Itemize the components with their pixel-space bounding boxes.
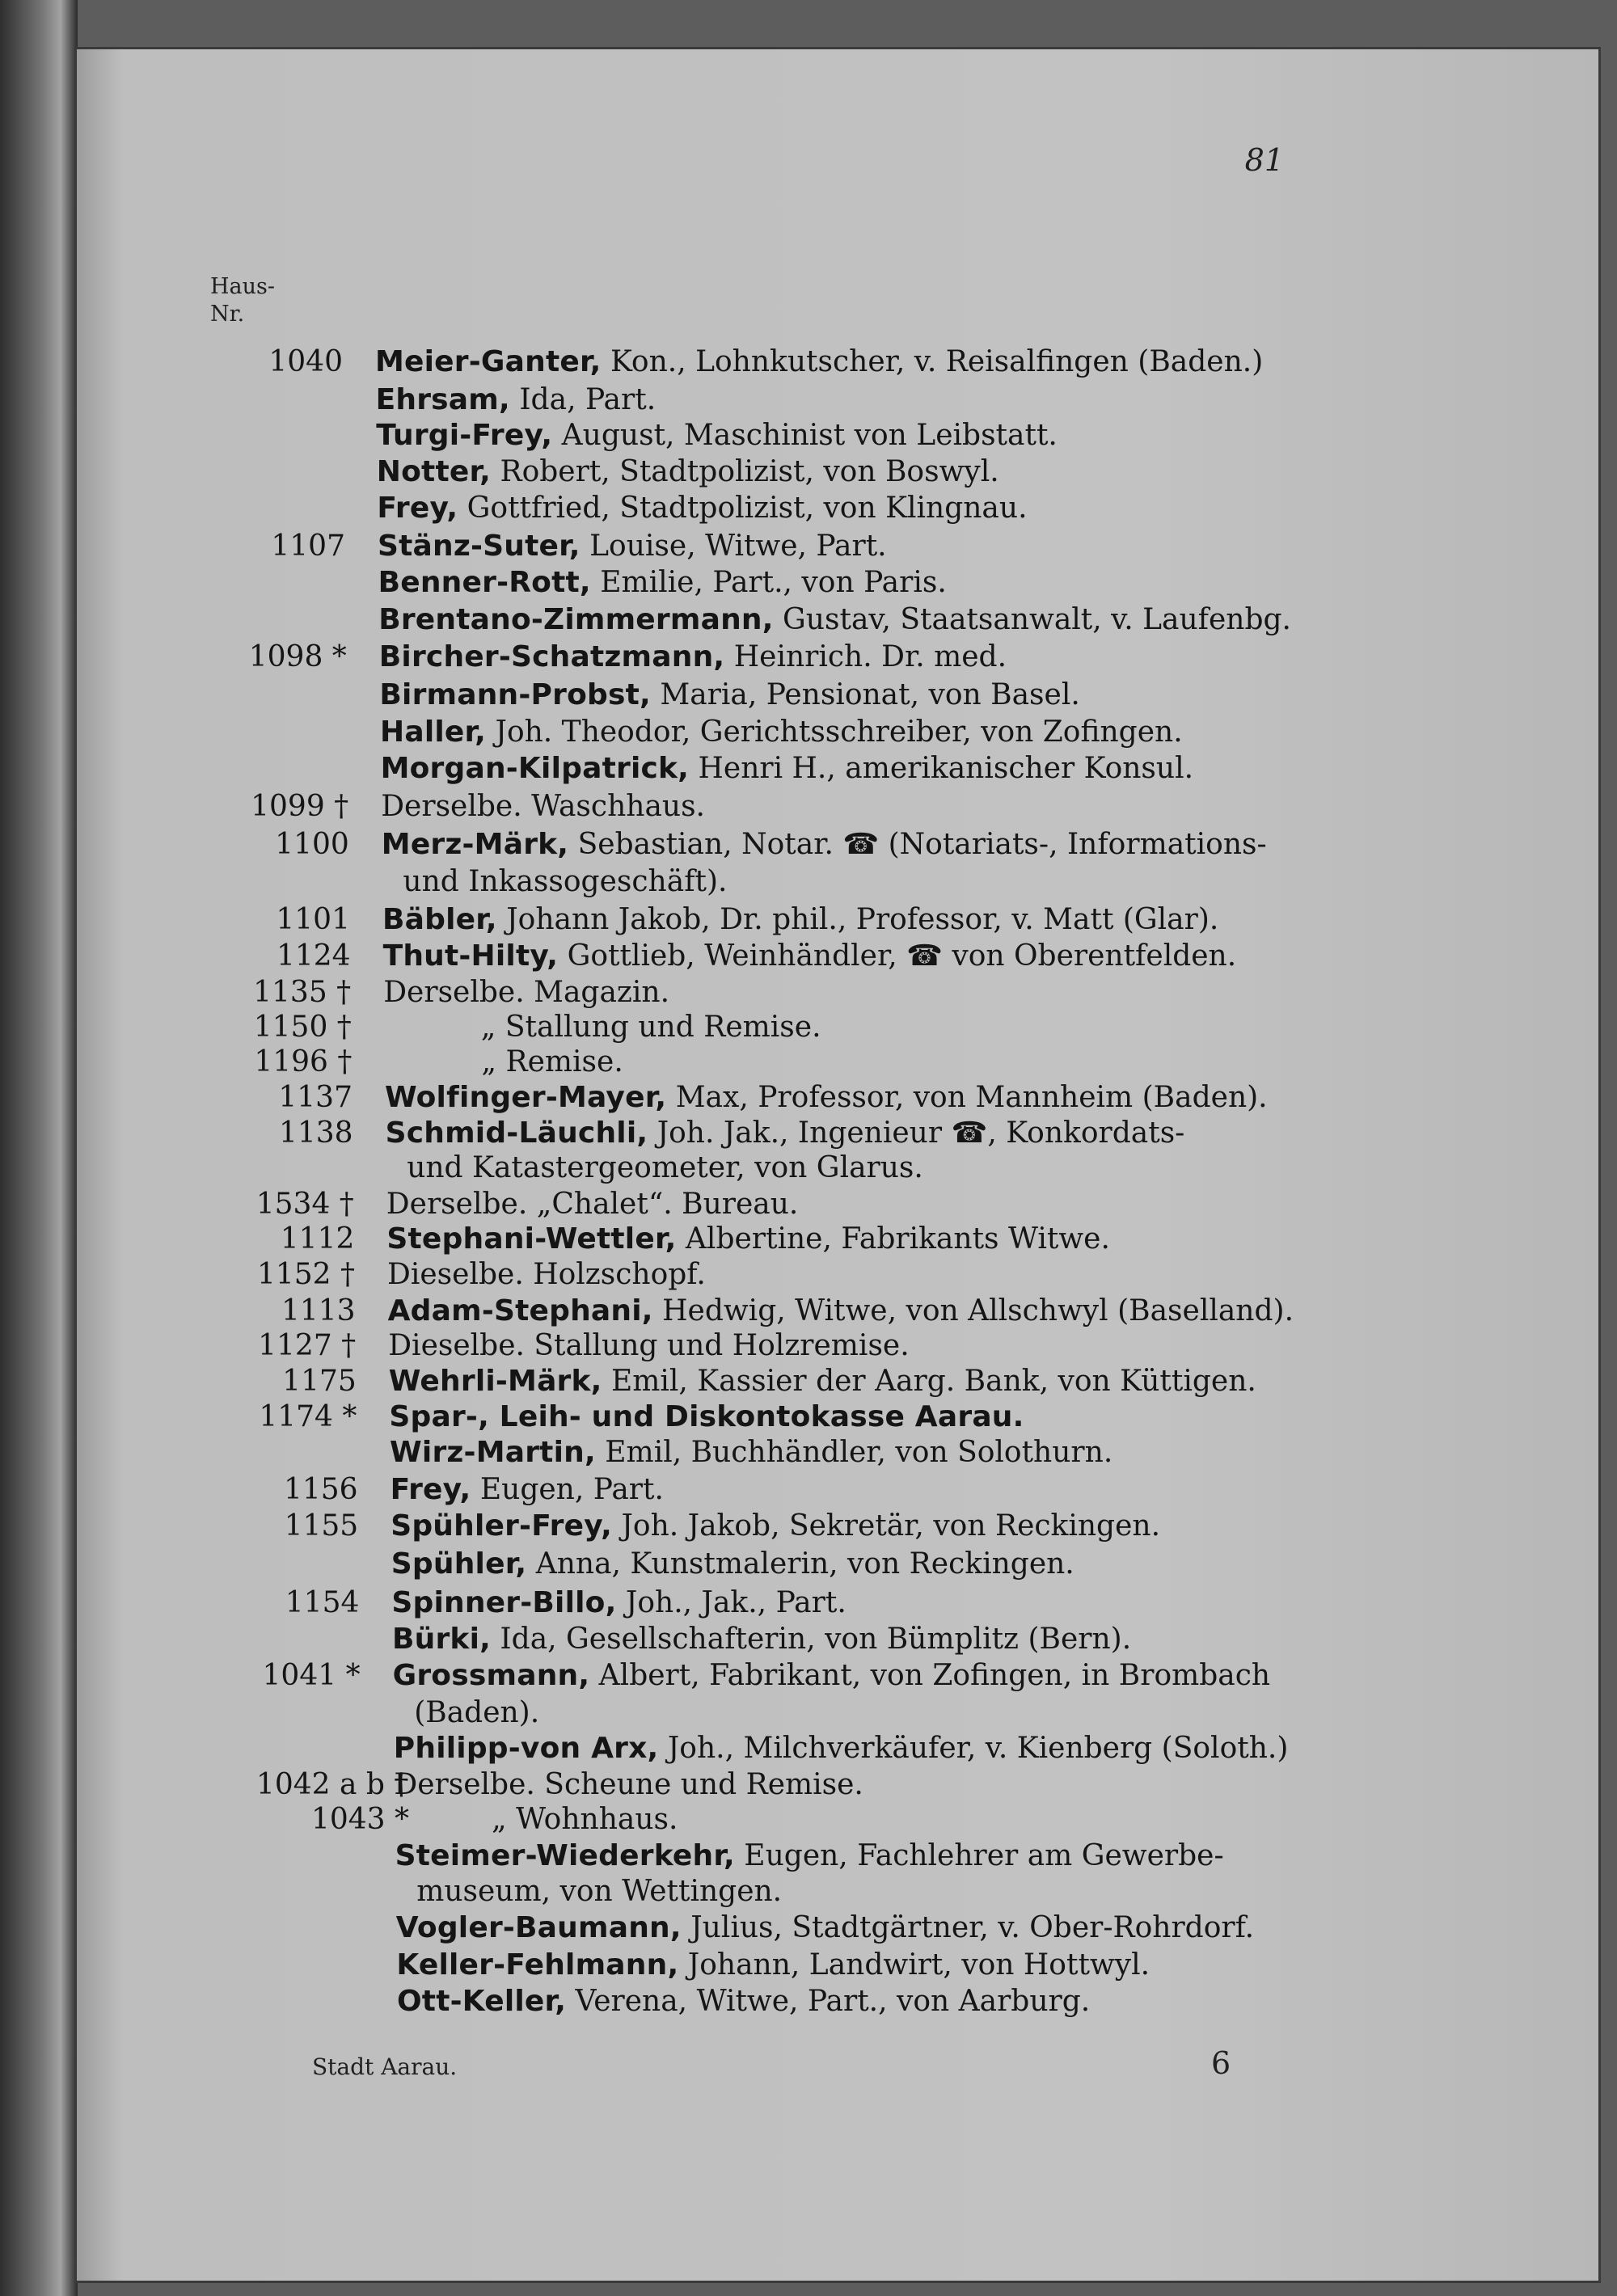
directory-row bbox=[0, 1471, 1617, 1510]
entry-details: Ida, Gesellschafterin, von Bümplitz (Bern). bbox=[490, 1623, 1132, 1656]
entry-text bbox=[378, 601, 1291, 639]
entry-text bbox=[391, 1585, 846, 1622]
directory-row bbox=[0, 788, 1617, 827]
entry-name: Birmann-Probst, bbox=[379, 678, 651, 711]
house-number: 1100 bbox=[275, 828, 349, 861]
entry-text bbox=[391, 1508, 1160, 1545]
directory-row bbox=[0, 901, 1617, 940]
column-label-line1: Haus- bbox=[210, 274, 276, 299]
entry-details: Emilie, Part., von Paris. bbox=[590, 566, 947, 599]
house-number: 1098 * bbox=[248, 640, 347, 673]
house-number: 1127 † bbox=[258, 1329, 357, 1362]
entry-text bbox=[386, 1221, 1110, 1258]
directory-row bbox=[0, 1363, 1617, 1402]
house-number: 1041 * bbox=[262, 1659, 361, 1692]
entry-name: Philipp-von Arx, bbox=[393, 1732, 659, 1765]
entry-details: Dieselbe. Stallung und Holzremise. bbox=[388, 1329, 910, 1362]
entry-details: Kon., Lohnkutscher, v. Reisalfingen (Baden.) bbox=[601, 345, 1264, 378]
entry-name: Merz-Märk, bbox=[381, 828, 569, 861]
entry-details: Albert, Fabrikant, von Zofingen, in Brombach bbox=[589, 1659, 1271, 1692]
entry-details: August, Maschinist von Leibstatt. bbox=[552, 419, 1058, 452]
entry-text bbox=[388, 1293, 1294, 1330]
entry-text bbox=[379, 677, 1079, 714]
entry-text bbox=[394, 1766, 863, 1804]
entry-details: Eugen, Part. bbox=[471, 1473, 664, 1506]
house-number: 1138 bbox=[278, 1116, 353, 1150]
entry-name: Spühler, bbox=[391, 1547, 527, 1581]
directory-row bbox=[0, 1221, 1617, 1260]
entry-text bbox=[375, 344, 1263, 381]
entry-text bbox=[382, 901, 1218, 939]
entry-details: Robert, Stadtpolizist, von Boswyl. bbox=[491, 455, 999, 488]
entry-name: Wirz-Martin, bbox=[390, 1436, 596, 1469]
entry-text bbox=[377, 454, 999, 491]
entry-text bbox=[396, 1910, 1254, 1947]
entry-text bbox=[378, 528, 887, 565]
house-number: 1196 † bbox=[254, 1045, 353, 1078]
entry-text bbox=[383, 974, 669, 1011]
entry-text bbox=[389, 1399, 1024, 1436]
entry-details: „ Wohnhaus. bbox=[492, 1803, 678, 1836]
entry-name: Meier-Ganter, bbox=[375, 345, 602, 378]
house-number: 1150 † bbox=[253, 1011, 352, 1044]
directory-row bbox=[0, 1983, 1617, 2022]
entry-details: Julius, Stadtgärtner, v. Ober-Rohrdorf. bbox=[681, 1911, 1255, 1944]
entry-details: Hedwig, Witwe, von Allschwyl (Baselland). bbox=[652, 1294, 1294, 1327]
entry-details: museum, von Wettingen. bbox=[416, 1875, 783, 1908]
entry-details: Joh., Jak., Part. bbox=[616, 1586, 846, 1619]
entry-text bbox=[389, 1363, 1256, 1400]
directory-row bbox=[0, 1508, 1617, 1547]
entry-text bbox=[416, 1873, 782, 1910]
entry-text bbox=[384, 1044, 623, 1081]
directory-row bbox=[0, 826, 1617, 865]
directory-row bbox=[0, 528, 1617, 567]
entry-details: Emil, Buchhändler, von Solothurn. bbox=[595, 1436, 1113, 1469]
directory-row bbox=[0, 1801, 1617, 1840]
entry-text bbox=[379, 639, 1007, 676]
entry-name: Wolfinger-Mayer, bbox=[385, 1081, 667, 1114]
house-number: 1107 bbox=[271, 530, 345, 563]
directory-row bbox=[0, 1399, 1617, 1437]
entry-name: Wehrli-Märk, bbox=[388, 1365, 602, 1398]
house-number: 1042 a b † bbox=[255, 1768, 409, 1801]
directory-row bbox=[0, 1256, 1617, 1295]
entry-name: Morgan-Kilpatrick, bbox=[380, 752, 690, 785]
entry-details: „ Remise. bbox=[481, 1045, 623, 1078]
entry-text bbox=[391, 1546, 1074, 1583]
entry-details: Derselbe. Waschhaus. bbox=[381, 790, 706, 823]
entry-details: Albertine, Fabrikants Witwe. bbox=[676, 1222, 1110, 1256]
directory-row bbox=[0, 417, 1617, 456]
house-number: 1040 bbox=[268, 345, 343, 378]
directory-row bbox=[0, 490, 1617, 529]
entry-details: Heinrich. Dr. med. bbox=[724, 640, 1007, 673]
directory-row bbox=[0, 1009, 1617, 1048]
entry-details: Max, Professor, von Mannheim (Baden). bbox=[666, 1081, 1268, 1114]
entry-text bbox=[397, 1983, 1090, 2020]
entry-details: Louise, Witwe, Part. bbox=[580, 530, 887, 563]
column-label-haus-nr bbox=[210, 273, 307, 328]
entry-name: Schmid-Läuchli, bbox=[385, 1116, 648, 1150]
entry-text bbox=[378, 564, 947, 601]
page-number: 81 bbox=[1244, 142, 1284, 178]
house-number: 1137 bbox=[278, 1081, 353, 1114]
directory-row bbox=[0, 1910, 1617, 1948]
entry-details: und Katastergeometer, von Glarus. bbox=[407, 1151, 923, 1184]
entry-text bbox=[407, 1150, 923, 1187]
directory-row bbox=[0, 454, 1617, 492]
entry-text bbox=[386, 1186, 799, 1223]
entry-name: Bircher-Schatzmann, bbox=[378, 640, 725, 673]
directory-row bbox=[0, 1838, 1617, 1876]
entry-details: Emil, Kassier der Aarg. Bank, von Küttigen. bbox=[602, 1365, 1256, 1398]
entry-name: Grossmann, bbox=[392, 1659, 590, 1692]
directory-row bbox=[0, 863, 1617, 902]
directory-row bbox=[0, 1150, 1617, 1188]
entry-text bbox=[414, 1695, 539, 1732]
entry-text bbox=[403, 863, 727, 901]
entry-name: Haller, bbox=[380, 715, 487, 749]
entry-details: Johann Jakob, Dr. phil., Professor, v. Matt (Glar). bbox=[496, 903, 1219, 936]
entry-details: Sebastian, Notar. ☎ (Notariats-, Informations- bbox=[568, 828, 1267, 861]
house-number: 1174 * bbox=[259, 1400, 357, 1433]
house-number: 1152 † bbox=[256, 1258, 355, 1291]
entry-name: Spühler-Frey, bbox=[391, 1509, 613, 1543]
directory-row bbox=[0, 1585, 1617, 1623]
entry-details: Joh. Jak., Ingenieur ☎, Konkordats- bbox=[648, 1116, 1185, 1150]
entry-details: (Baden). bbox=[414, 1696, 540, 1729]
directory-row bbox=[0, 938, 1617, 977]
directory-row bbox=[0, 1079, 1617, 1118]
house-number: 1154 bbox=[285, 1586, 360, 1619]
entry-name: Frey, bbox=[390, 1473, 471, 1506]
house-number: 1043 * bbox=[310, 1803, 409, 1836]
entry-details: Joh. Jakob, Sekretär, von Reckingen. bbox=[612, 1509, 1161, 1543]
entry-name: Spinner-Billo, bbox=[391, 1586, 617, 1619]
directory-row bbox=[0, 1293, 1617, 1332]
directory-row bbox=[0, 1730, 1617, 1769]
directory-row bbox=[0, 344, 1617, 382]
directory-row bbox=[0, 1546, 1617, 1585]
entry-text bbox=[386, 1115, 1185, 1152]
entry-text bbox=[381, 788, 705, 825]
house-number: 1175 bbox=[282, 1365, 357, 1398]
entry-text bbox=[387, 1256, 706, 1294]
directory-row bbox=[0, 639, 1617, 677]
entry-name: Stephani-Wettler, bbox=[386, 1222, 677, 1256]
directory-row bbox=[0, 1327, 1617, 1366]
house-number: 1099 † bbox=[251, 790, 349, 823]
entry-details: Dieselbe. Holzschopf. bbox=[387, 1258, 706, 1291]
entry-text bbox=[392, 1621, 1131, 1658]
entry-details: Ida, Part. bbox=[509, 383, 657, 416]
house-number: 1534 † bbox=[255, 1188, 354, 1221]
entry-text bbox=[394, 1730, 1289, 1767]
entry-details: Joh. Theodor, Gerichtsschreiber, von Zofingen. bbox=[486, 715, 1183, 749]
directory-row bbox=[0, 382, 1617, 420]
entry-name: Benner-Rott, bbox=[378, 566, 591, 599]
directory-row bbox=[0, 1947, 1617, 1986]
entry-details: Eugen, Fachlehrer am Gewerbe- bbox=[734, 1839, 1224, 1872]
entry-name: Thut-Hilty, bbox=[382, 939, 559, 973]
footer-title: Stadt Aarau. bbox=[312, 2053, 458, 2080]
house-number: 1155 bbox=[284, 1509, 359, 1543]
directory-row bbox=[0, 564, 1617, 603]
entry-text bbox=[384, 1009, 821, 1046]
entry-details: Gustav, Staatsanwalt, v. Laufenbg. bbox=[773, 603, 1291, 636]
house-number: 1113 bbox=[281, 1294, 356, 1327]
house-number: 1156 bbox=[283, 1473, 358, 1506]
entry-name: Vogler-Baumann, bbox=[395, 1911, 682, 1944]
entry-details: Anna, Kunstmalerin, von Reckingen. bbox=[526, 1547, 1074, 1581]
entry-text bbox=[396, 1947, 1150, 1984]
directory-row bbox=[0, 1766, 1617, 1805]
entry-text bbox=[382, 826, 1267, 863]
house-number: 1135 † bbox=[253, 976, 352, 1009]
entry-name: Frey, bbox=[377, 492, 458, 525]
house-number: 1101 bbox=[276, 903, 350, 936]
entry-details: Gottfried, Stadtpolizist, von Klingnau. bbox=[458, 492, 1028, 525]
entry-name: Keller-Fehlmann, bbox=[396, 1948, 679, 1982]
entry-text bbox=[381, 750, 1193, 787]
entry-text bbox=[393, 1657, 1271, 1695]
entry-text bbox=[380, 714, 1183, 751]
entry-name: Stänz-Suter, bbox=[378, 530, 581, 563]
entry-name: Bürki, bbox=[392, 1623, 491, 1656]
entry-details: Henri H., amerikanischer Konsul. bbox=[689, 752, 1194, 785]
entry-name: Steimer-Wiederkehr, bbox=[395, 1839, 735, 1872]
entry-name: Adam-Stephani, bbox=[387, 1294, 653, 1327]
entry-text bbox=[376, 417, 1058, 454]
entry-details: Johann, Landwirt, von Hottwyl. bbox=[678, 1948, 1150, 1982]
entry-details: Derselbe. Magazin. bbox=[383, 976, 670, 1009]
entry-name: Ehrsam, bbox=[375, 383, 510, 416]
directory-row bbox=[0, 1186, 1617, 1225]
directory-row bbox=[0, 1621, 1617, 1660]
house-number: 1112 bbox=[280, 1222, 355, 1256]
directory-row bbox=[0, 1695, 1617, 1733]
entry-name: Turgi-Frey, bbox=[376, 419, 553, 452]
entry-name: Bäbler, bbox=[382, 903, 497, 936]
directory-row bbox=[0, 714, 1617, 753]
entry-text bbox=[388, 1327, 909, 1365]
entry-name: Brentano-Zimmermann, bbox=[378, 603, 774, 636]
directory-row bbox=[0, 974, 1617, 1013]
entry-text bbox=[395, 1801, 678, 1838]
directory-row bbox=[0, 1657, 1617, 1696]
entry-text bbox=[376, 382, 657, 419]
directory-row bbox=[0, 1044, 1617, 1083]
directory-row bbox=[0, 1434, 1617, 1473]
entry-text bbox=[391, 1471, 664, 1509]
entry-text bbox=[383, 938, 1237, 975]
entry-text bbox=[390, 1434, 1112, 1471]
entry-name: Ott-Keller, bbox=[397, 1985, 567, 2018]
entry-text bbox=[395, 1838, 1224, 1875]
entry-details: „ Stallung und Remise. bbox=[480, 1011, 821, 1044]
entry-details: Joh., Milchverkäufer, v. Kienberg (Soloth.) bbox=[658, 1732, 1289, 1765]
directory-row bbox=[0, 750, 1617, 789]
entry-details: Gottlieb, Weinhändler, ☎ von Oberentfelden. bbox=[558, 939, 1237, 973]
entry-details: Maria, Pensionat, von Basel. bbox=[650, 678, 1080, 711]
entry-name: Spar-, Leih- und Diskontokasse Aarau. bbox=[389, 1400, 1024, 1433]
entry-text bbox=[377, 490, 1027, 527]
directory-row bbox=[0, 1873, 1617, 1912]
directory-row bbox=[0, 677, 1617, 715]
house-number: 1124 bbox=[276, 939, 351, 973]
directory-row bbox=[0, 1115, 1617, 1154]
entry-details: und Inkassogeschäft). bbox=[403, 865, 728, 898]
entry-details: Derselbe. Scheune und Remise. bbox=[394, 1768, 863, 1801]
entry-details: Derselbe. „Chalet“. Bureau. bbox=[386, 1188, 799, 1221]
directory-row bbox=[0, 601, 1617, 640]
entry-text bbox=[385, 1079, 1268, 1116]
column-label-line2: Nr. bbox=[210, 302, 245, 327]
entry-name: Notter, bbox=[376, 455, 492, 488]
entry-details: Verena, Witwe, Part., von Aarburg. bbox=[566, 1985, 1091, 2018]
footer-signature-number: 6 bbox=[1211, 2045, 1231, 2081]
